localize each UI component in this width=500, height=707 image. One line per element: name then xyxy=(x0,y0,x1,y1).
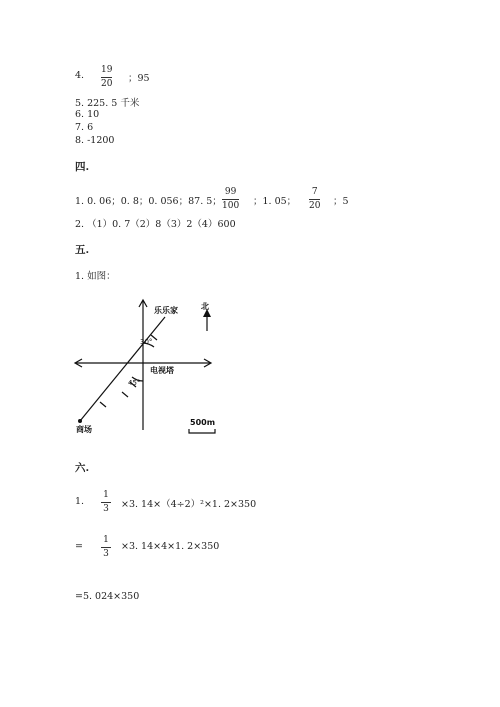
section-6-heading: 六. xyxy=(75,462,90,474)
s4-q1-text: 1. 0. 06；0. 8；0. 056；87. 5； xyxy=(75,196,222,207)
fraction-denominator: 20 xyxy=(309,201,321,211)
fraction-denominator: 3 xyxy=(103,504,109,514)
label-tower: 电视塔 xyxy=(150,366,174,375)
s4-q1-end: ；5 xyxy=(333,196,349,207)
fraction-denominator: 3 xyxy=(103,549,109,559)
s4-q1-middle: ；1. 05； xyxy=(253,196,297,207)
fraction-bar xyxy=(101,547,111,548)
direction-diagram xyxy=(70,295,230,440)
label-mall: 商场 xyxy=(76,425,92,434)
s6-line3-result: =5. 024×350 xyxy=(75,591,140,602)
s4-q2-text: 2. （1）0. 7（2）8（3）2（4）600 xyxy=(75,219,236,230)
label-angle-45: 45° xyxy=(128,379,141,387)
q4-answer: ；95 xyxy=(128,73,150,84)
s6-line2-fraction xyxy=(101,535,111,560)
s6-line2-expression: ×3. 14×4×1. 2×350 xyxy=(121,541,220,552)
fraction-numerator: 1 xyxy=(103,535,109,545)
s4-q1-fraction-2 xyxy=(309,187,320,212)
fraction-numerator: 1 xyxy=(103,490,109,500)
fraction-bar xyxy=(101,77,112,78)
q4-number: 4. xyxy=(75,70,85,81)
fraction-numerator: 99 xyxy=(224,187,237,197)
label-home: 乐乐家 xyxy=(154,306,178,315)
tick-mark xyxy=(122,392,128,397)
section-5-heading: 五. xyxy=(75,244,90,256)
s6-line2-equals: = xyxy=(75,541,83,552)
fraction-denominator: 20 xyxy=(101,79,113,89)
s6-line1-fraction xyxy=(101,490,111,515)
q8-answer: 8. -1200 xyxy=(75,135,115,146)
q7-answer: 7. 6 xyxy=(75,122,94,133)
s6-line1-number: 1. xyxy=(75,496,85,507)
fraction-bar xyxy=(309,199,320,200)
mall-point xyxy=(78,419,82,423)
label-angle-30: 30° xyxy=(140,338,153,346)
label-north: 北 xyxy=(201,302,209,311)
tick-mark xyxy=(100,402,106,407)
q6-answer: 6. 10 xyxy=(75,109,100,120)
section-4-heading: 四. xyxy=(75,161,90,173)
s5-q1-text: 1. 如图： xyxy=(75,271,116,282)
s6-line1-expression: ×3. 14×（4÷2）²×1. 2×350 xyxy=(121,499,257,510)
fraction-numerator: 19 xyxy=(101,65,113,75)
fraction-numerator: 7 xyxy=(311,187,318,197)
fraction-bar xyxy=(222,199,239,200)
scale-bar xyxy=(189,429,215,433)
q5-answer: 5. 225. 5 千米 xyxy=(75,98,140,109)
label-scale: 500m xyxy=(190,418,216,427)
q4-fraction xyxy=(101,65,112,90)
s4-q1-fraction-1 xyxy=(222,187,239,212)
fraction-bar xyxy=(101,502,111,503)
fraction-denominator: 100 xyxy=(222,201,240,211)
